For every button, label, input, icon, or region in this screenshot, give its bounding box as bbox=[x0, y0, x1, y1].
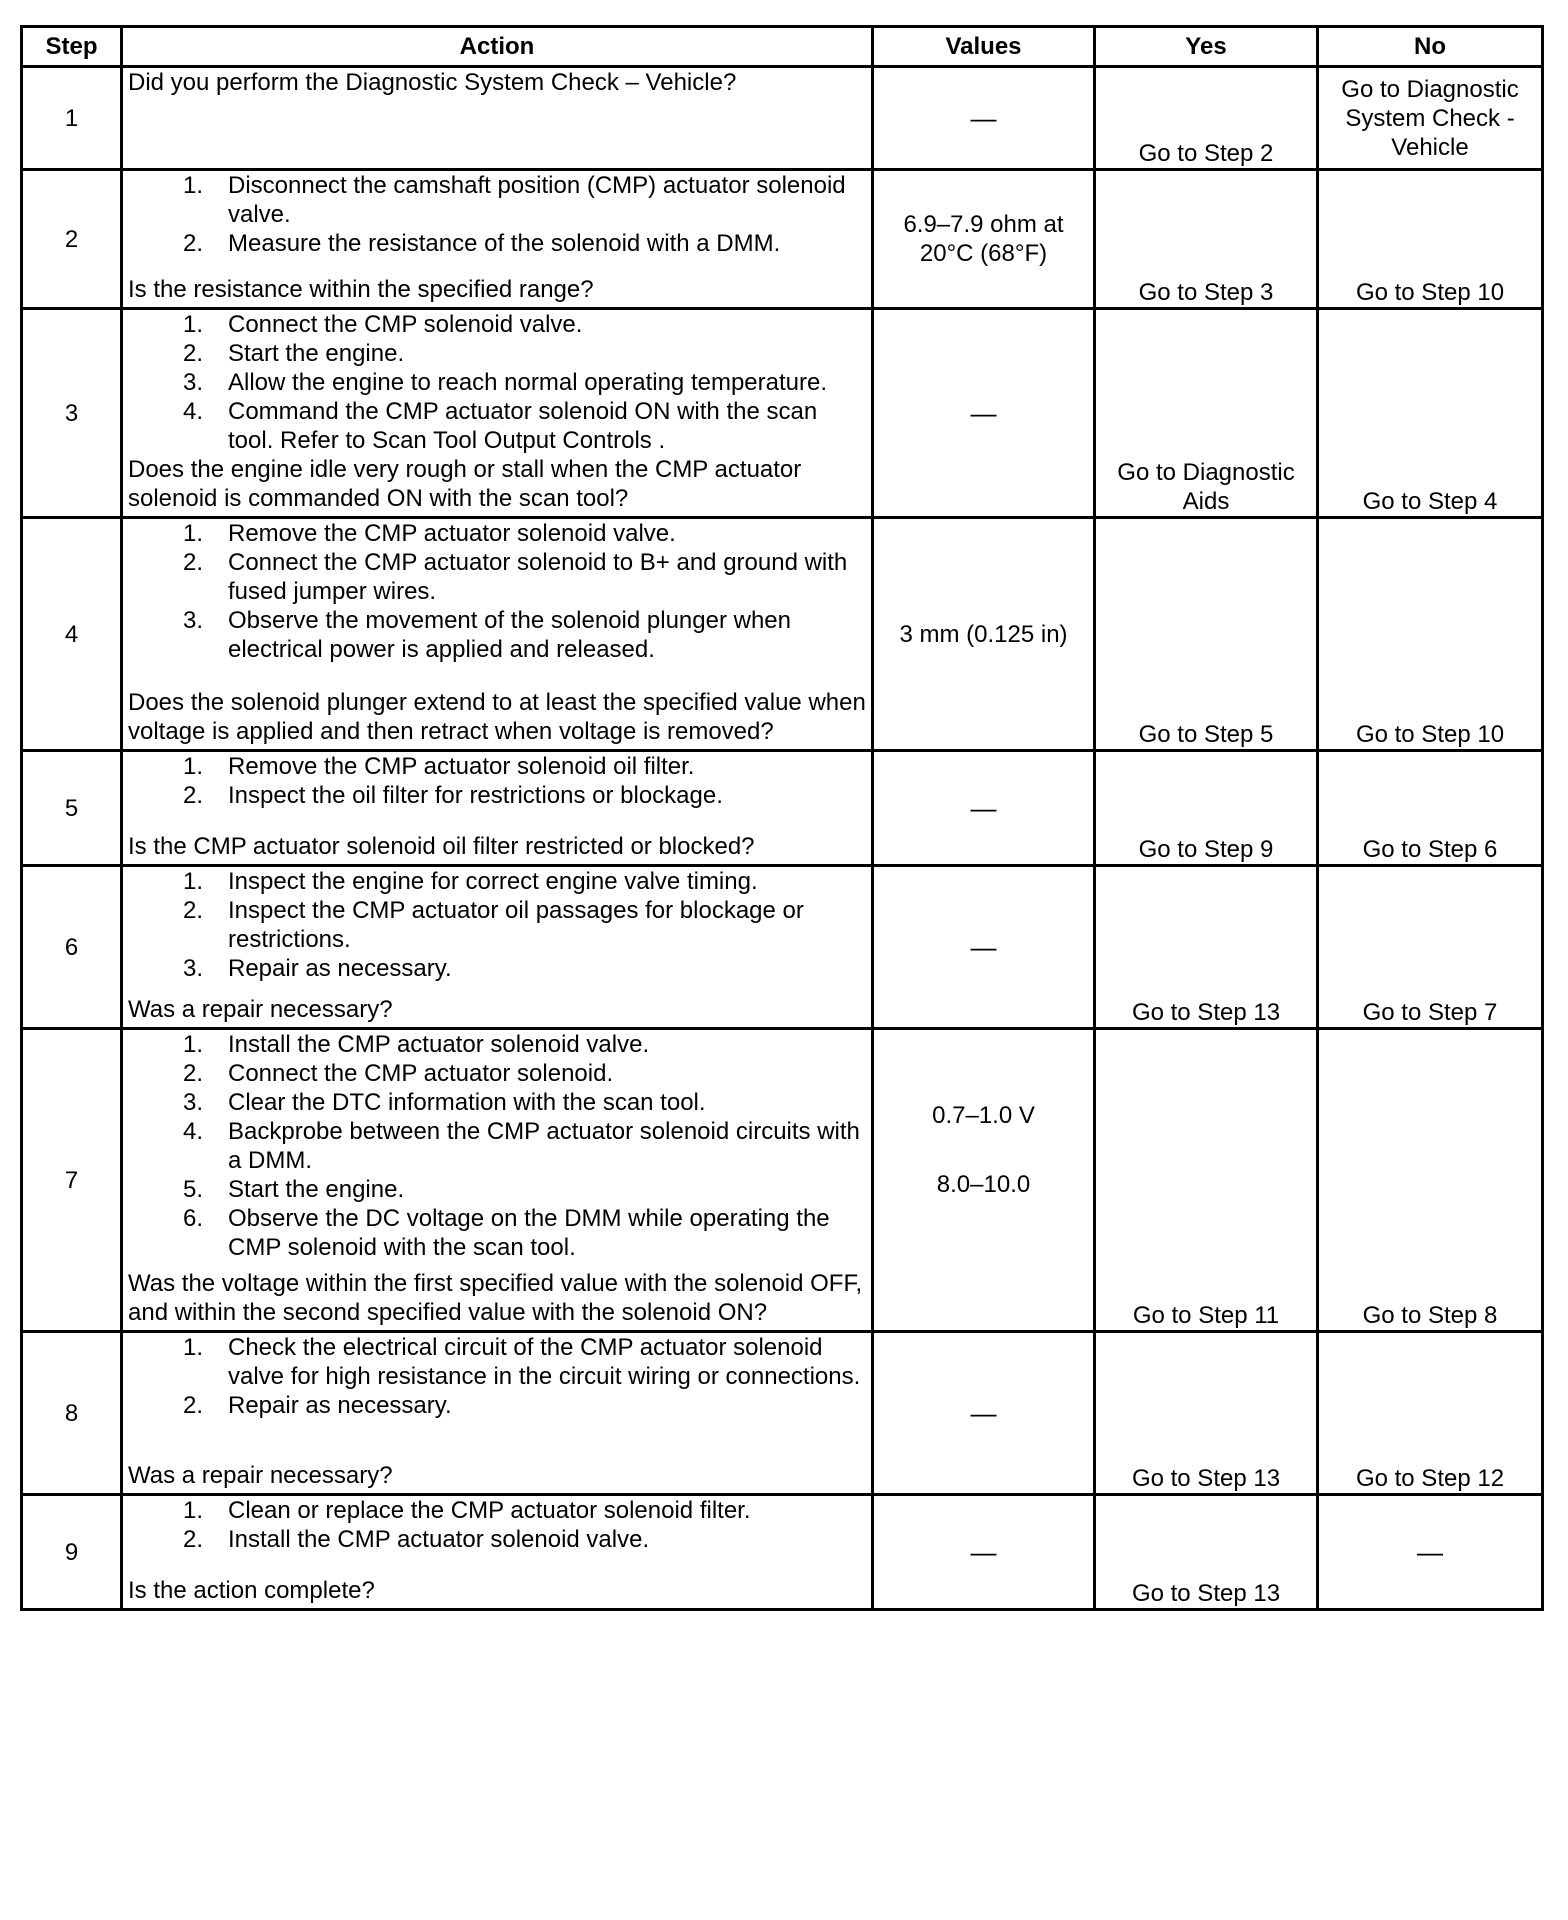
header-values: Values bbox=[873, 27, 1095, 67]
action-step bbox=[128, 1496, 869, 1525]
spec-value: — bbox=[970, 397, 997, 428]
action-step-text: Remove the CMP actuator solenoid valve. bbox=[228, 520, 676, 547]
action-step-number: 5. bbox=[182, 1176, 203, 1203]
action-step-number: 1. bbox=[182, 868, 203, 895]
action-step-text: Allow the engine to reach normal operating temperature. bbox=[228, 369, 828, 396]
table-row bbox=[22, 866, 1543, 1029]
diagnostic-table bbox=[20, 25, 1544, 1611]
action-step bbox=[128, 1175, 869, 1204]
action-step-text: Inspect the engine for correct engine valve timing. bbox=[228, 868, 758, 895]
action-content bbox=[123, 310, 871, 513]
values-cell bbox=[873, 751, 1095, 866]
action-cell bbox=[122, 1495, 873, 1610]
action-step bbox=[128, 1059, 869, 1088]
step-number: 2 bbox=[22, 170, 122, 309]
action-steps-list bbox=[128, 752, 869, 810]
spec-value: — bbox=[970, 792, 997, 823]
action-steps-list bbox=[128, 519, 869, 664]
action-step-text: Disconnect the camshaft position (CMP) actuator solenoid valve. bbox=[228, 172, 846, 228]
action-step-number: 1. bbox=[182, 311, 203, 338]
action-step-number: 2. bbox=[182, 897, 203, 924]
table-row bbox=[22, 518, 1543, 751]
action-step-text: Remove the CMP actuator solenoid oil filter. bbox=[228, 753, 695, 780]
spec-value-spacer bbox=[874, 1130, 1093, 1170]
action-step-text: Clean or replace the CMP actuator solenoid filter. bbox=[228, 1497, 751, 1524]
action-step-text: Command the CMP actuator solenoid ON with the scan tool. Refer to Scan Tool Output Controls . bbox=[228, 398, 818, 454]
action-step bbox=[128, 1391, 869, 1420]
step-number: 9 bbox=[22, 1495, 122, 1610]
action-step-number: 4. bbox=[182, 1118, 203, 1145]
yes-outcome: Go to Step 13 bbox=[1095, 1332, 1318, 1495]
step-number: 8 bbox=[22, 1332, 122, 1495]
action-step-number: 1. bbox=[182, 1497, 203, 1524]
action-cell bbox=[122, 866, 873, 1029]
action-step-text: Install the CMP actuator solenoid valve. bbox=[228, 1526, 650, 1553]
spec-value-second: 8.0–10.0 bbox=[936, 1171, 1031, 1198]
action-step-number: 3. bbox=[182, 607, 203, 634]
action-steps-list bbox=[128, 1333, 869, 1420]
action-step-number: 2. bbox=[182, 1060, 203, 1087]
action-step-text: Observe the movement of the solenoid plunger when electrical power is applied and released. bbox=[228, 607, 792, 663]
table-row bbox=[22, 751, 1543, 866]
action-steps-list bbox=[128, 1496, 869, 1554]
values-cell bbox=[873, 1029, 1095, 1332]
table-body bbox=[22, 67, 1543, 1610]
action-step bbox=[128, 606, 869, 664]
action-step-number: 1. bbox=[182, 520, 203, 547]
action-step-text: Connect the CMP actuator solenoid to B+ and ground with fused jumper wires. bbox=[228, 549, 848, 605]
no-outcome: — bbox=[1318, 1495, 1543, 1610]
action-question: Did you perform the Diagnostic System Check – Vehicle? bbox=[128, 69, 737, 96]
action-step bbox=[128, 1117, 869, 1175]
action-cell bbox=[122, 1029, 873, 1332]
no-outcome: Go to Step 10 bbox=[1318, 170, 1543, 309]
step-number: 1 bbox=[22, 67, 122, 170]
action-step-text: Backprobe between the CMP actuator solenoid circuits with a DMM. bbox=[228, 1118, 860, 1174]
action-step bbox=[128, 752, 869, 781]
action-question: Is the resistance within the specified range? bbox=[128, 276, 594, 303]
action-cell bbox=[122, 518, 873, 751]
action-cell bbox=[122, 170, 873, 309]
action-step-text: Connect the CMP actuator solenoid. bbox=[228, 1060, 614, 1087]
no-outcome: Go to Step 6 bbox=[1318, 751, 1543, 866]
no-outcome: Go to Step 12 bbox=[1318, 1332, 1543, 1495]
spec-value: — bbox=[970, 931, 997, 962]
action-content bbox=[123, 752, 871, 861]
action-step bbox=[128, 397, 869, 455]
action-step bbox=[128, 229, 869, 258]
action-step-text: Start the engine. bbox=[228, 340, 405, 367]
action-step-number: 2. bbox=[182, 340, 203, 367]
yes-outcome: Go to Step 11 bbox=[1095, 1029, 1318, 1332]
action-steps-list bbox=[128, 867, 869, 983]
action-step-number: 2. bbox=[182, 1392, 203, 1419]
values-cell bbox=[873, 170, 1095, 309]
action-question: Does the engine idle very rough or stall when the CMP actuator solenoid is commanded ON with the scan tool? bbox=[128, 456, 802, 512]
table-row bbox=[22, 1332, 1543, 1495]
action-step-number: 3. bbox=[182, 1089, 203, 1116]
header-action: Action bbox=[122, 27, 873, 67]
step-number: 7 bbox=[22, 1029, 122, 1332]
action-question: Was a repair necessary? bbox=[128, 1462, 393, 1489]
values-cell bbox=[873, 1495, 1095, 1610]
header-no: No bbox=[1318, 27, 1543, 67]
step-number: 4 bbox=[22, 518, 122, 751]
table-row bbox=[22, 1029, 1543, 1332]
yes-outcome: Go to Diagnostic Aids bbox=[1095, 309, 1318, 518]
step-number: 6 bbox=[22, 866, 122, 1029]
action-step bbox=[128, 519, 869, 548]
action-step-number: 3. bbox=[182, 369, 203, 396]
action-content bbox=[123, 1496, 871, 1605]
no-outcome: Go to Step 7 bbox=[1318, 866, 1543, 1029]
action-step-text: Connect the CMP solenoid valve. bbox=[228, 311, 583, 338]
action-cell bbox=[122, 1332, 873, 1495]
action-steps-list bbox=[128, 1030, 869, 1262]
no-outcome: Go to Step 10 bbox=[1318, 518, 1543, 751]
action-question: Is the CMP actuator solenoid oil filter restricted or blocked? bbox=[128, 833, 755, 860]
action-step bbox=[128, 548, 869, 606]
header-step: Step bbox=[22, 27, 122, 67]
action-content bbox=[123, 519, 871, 746]
action-step bbox=[128, 368, 869, 397]
action-step-number: 1. bbox=[182, 753, 203, 780]
action-step bbox=[128, 867, 869, 896]
spec-value: — bbox=[970, 102, 997, 133]
table-row bbox=[22, 309, 1543, 518]
action-step-number: 1. bbox=[182, 1031, 203, 1058]
action-step-text: Check the electrical circuit of the CMP actuator solenoid valve for high resistance in the circuit wiring or connections. bbox=[228, 1334, 861, 1390]
action-step-text: Observe the DC voltage on the DMM while operating the CMP solenoid with the scan tool. bbox=[228, 1205, 830, 1261]
action-question: Does the solenoid plunger extend to at least the specified value when voltage is applied and then retract when voltage is removed? bbox=[128, 689, 866, 745]
action-question: Was the voltage within the first specified value with the solenoid OFF, and within the second specified value with the solenoid ON? bbox=[128, 1270, 863, 1326]
action-step-number: 6. bbox=[182, 1205, 203, 1232]
table-row bbox=[22, 170, 1543, 309]
action-step-number: 2. bbox=[182, 1526, 203, 1553]
action-step-number: 1. bbox=[182, 1334, 203, 1361]
action-steps-list bbox=[128, 171, 869, 258]
action-step-number: 4. bbox=[182, 398, 203, 425]
action-step-text: Install the CMP actuator solenoid valve. bbox=[228, 1031, 650, 1058]
yes-outcome: Go to Step 13 bbox=[1095, 866, 1318, 1029]
values-cell bbox=[873, 1332, 1095, 1495]
action-step-number: 3. bbox=[182, 955, 203, 982]
action-step-number: 2. bbox=[182, 782, 203, 809]
action-step bbox=[128, 310, 869, 339]
action-step-number: 1. bbox=[182, 172, 203, 199]
action-cell bbox=[122, 67, 873, 170]
action-step-text: Start the engine. bbox=[228, 1176, 405, 1203]
values-cell bbox=[873, 866, 1095, 1029]
no-outcome: Go to Diagnostic System Check - Vehicle bbox=[1318, 67, 1543, 170]
action-content bbox=[123, 171, 871, 304]
action-content bbox=[123, 1333, 871, 1490]
yes-outcome: Go to Step 3 bbox=[1095, 170, 1318, 309]
spec-value: 0.7–1.0 V bbox=[932, 1102, 1035, 1129]
diagnostic-table-wrapper bbox=[20, 25, 1541, 1611]
action-step-text: Clear the DTC information with the scan tool. bbox=[228, 1089, 706, 1116]
no-outcome: Go to Step 8 bbox=[1318, 1029, 1543, 1332]
spec-value: — bbox=[970, 1397, 997, 1428]
action-step bbox=[128, 1030, 869, 1059]
no-outcome: Go to Step 4 bbox=[1318, 309, 1543, 518]
values-cell bbox=[873, 309, 1095, 518]
action-content bbox=[123, 867, 871, 1024]
spec-value: — bbox=[970, 1536, 997, 1567]
action-step bbox=[128, 954, 869, 983]
action-step-text: Repair as necessary. bbox=[228, 955, 452, 982]
action-step bbox=[128, 1525, 869, 1554]
action-step bbox=[128, 1204, 869, 1262]
action-question: Is the action complete? bbox=[128, 1577, 375, 1604]
yes-outcome: Go to Step 5 bbox=[1095, 518, 1318, 751]
action-question: Was a repair necessary? bbox=[128, 996, 393, 1023]
action-step bbox=[128, 896, 869, 954]
action-content bbox=[123, 1030, 871, 1327]
action-step-text: Repair as necessary. bbox=[228, 1392, 452, 1419]
header-yes: Yes bbox=[1095, 27, 1318, 67]
action-step bbox=[128, 781, 869, 810]
action-step-text: Inspect the oil filter for restrictions or blockage. bbox=[228, 782, 723, 809]
action-step bbox=[128, 1333, 869, 1391]
action-cell bbox=[122, 751, 873, 866]
yes-outcome: Go to Step 13 bbox=[1095, 1495, 1318, 1610]
action-cell bbox=[122, 309, 873, 518]
action-steps-list bbox=[128, 310, 869, 455]
action-content bbox=[123, 68, 871, 165]
step-number: 5 bbox=[22, 751, 122, 866]
spec-value: 6.9–7.9 ohm at 20°C (68°F) bbox=[903, 211, 1064, 267]
spec-value: 3 mm (0.125 in) bbox=[899, 620, 1068, 648]
table-row bbox=[22, 67, 1543, 170]
action-step-number: 2. bbox=[182, 230, 203, 257]
action-step-number: 2. bbox=[182, 549, 203, 576]
action-step bbox=[128, 171, 869, 229]
action-step-text: Measure the resistance of the solenoid with a DMM. bbox=[228, 230, 781, 257]
step-number: 3 bbox=[22, 309, 122, 518]
values-cell bbox=[873, 518, 1095, 751]
table-row bbox=[22, 1495, 1543, 1610]
action-step bbox=[128, 339, 869, 368]
header-row bbox=[22, 27, 1543, 67]
action-step-text: Inspect the CMP actuator oil passages for blockage or restrictions. bbox=[228, 897, 804, 953]
values-cell bbox=[873, 67, 1095, 170]
action-step bbox=[128, 1088, 869, 1117]
yes-outcome: Go to Step 2 bbox=[1095, 67, 1318, 170]
yes-outcome: Go to Step 9 bbox=[1095, 751, 1318, 866]
